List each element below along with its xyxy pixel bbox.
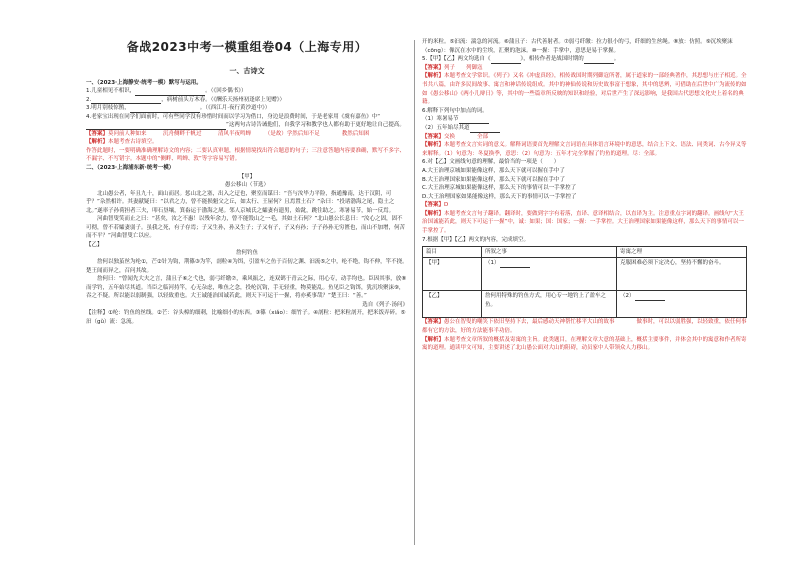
passage-jia-title: 愚公移山（节选） bbox=[224, 182, 269, 189]
analysis-1-detail: 作答此题时，一要明确准确理解诗文的内容；二要认真审题，根据情境找出符合题意的句子；三注意答题内容要准确，默写不多字、不漏字、不写错字。本题中的“侧畔、鸣蝉、敦”等字容易写错。 bbox=[86, 147, 406, 163]
question-6-1: （1）寒暑易节 bbox=[422, 115, 747, 124]
question-6-2: （2）五年始尽其道 bbox=[422, 124, 747, 133]
passage-yi-para-2: 詹何曰：“曾闻先大夫之言，蒲且子⑥之弋也，弱弓纤缴⑦，乘风振之，连双鸧于青云之际，用心专，动手均也。臣因其事，放⑧而学钓，五年始尽其道。当臣之临河持竿，心无杂虑，唯鱼之念，投纶沉钩，手无轻重，物莫能乱。鱼见臣之钩饵，犹沉埃聚沫⑨，吞之不疑。所以能以弱制强，以轻致重也。大王诚能治国诚若此，则天下可运于一握，将亦奚事哉？”楚王曰：“善。” bbox=[86, 276, 407, 300]
left-column bbox=[86, 67, 408, 326]
question-5: 5.【甲】【乙】两文均选自《 》，相传作者是战国时期的 。 bbox=[422, 56, 620, 63]
footnotes: 【注释】①纶：钓鱼的丝线。②芒：谷头樟的细刺，比喻细小的东西。③篠（xiǎo）：细竹子。④剖粒：把米粒剖开，把米饭弄碎。⑤汩（gǔ）流：急流。 bbox=[86, 310, 406, 325]
answer-blank[interactable] bbox=[156, 123, 226, 130]
passage-source: 选自《列子·汤问》 bbox=[362, 301, 408, 308]
answer-blank[interactable] bbox=[91, 97, 161, 104]
answer-blank[interactable] bbox=[130, 106, 200, 113]
answer-blank[interactable] bbox=[86, 123, 156, 130]
document-title: 备战2023中考一模重组卷04（上海专用） bbox=[126, 40, 368, 54]
answer-1: 【答案】莫问前人种如来 沉舟侧畔千帆过 清风半夜鸣蝉 （是故）学然后知不足 教然后知困 bbox=[86, 130, 370, 137]
table-header-cell: 篇目 bbox=[423, 247, 482, 258]
table-header-row bbox=[423, 247, 747, 258]
footnotes-continued: 开的米粒。⑤汩流：湍急的河流。⑥蒲且子：古代善射者。⑦弱弓纤缴：拉力很小的弓，纤细的生丝绳。⑧放：仿照。⑨沉埃聚沫（cōng）：像沉在水中的尘埃，汇聚的泡沫。⑩一握：手掌中，意思是易于掌握。 bbox=[422, 39, 733, 54]
question-1-3: 3.明月别枝惊鹊， 。（《西江月·夜行黄沙道中》） bbox=[86, 105, 271, 112]
answer-blank[interactable] bbox=[491, 57, 521, 64]
passage-yi-para-1: 詹何以独茧丝为纶①，芒②针为钩，荆篠③为竿，剖粒④为饵，引盈车之鱼于百仞之渊、汩流⑤之中，纶不绝，钩不伸，竿不挠。楚王闻而异之，召问其故。 bbox=[86, 259, 408, 274]
question-1-4: 4.老家宝出现在同学们面前时，可有些同学没有珍惜时间而以学习为借口，身边是浪费时间，于是老家用《虞有嘉鱼》中“”这两句古诗告诫他们，自我学习和教学也人都有助于更好地让自己提高。 bbox=[86, 113, 405, 129]
question-1-heading: 一、（2023·上海静安·统考一模）默写与运用。 bbox=[86, 79, 202, 86]
question-1-2: 2. ，病树前头万木春。（《酬乐天扬州初逢席上见赠》） bbox=[86, 96, 286, 103]
question-6: 6.解释下列句中加点的词。 bbox=[422, 107, 488, 114]
answer-blank[interactable] bbox=[500, 261, 530, 268]
option-d[interactable]: D.大王治理国家如果能像这样，那么天下的事情可以一手掌控了 bbox=[422, 193, 577, 200]
table-row bbox=[423, 291, 747, 318]
question-2-heading: 二、（2023·上海浦东新·统考一模） bbox=[86, 165, 175, 172]
passage-yi-title: 詹何钓鱼 bbox=[235, 250, 258, 257]
analysis-7: 【解析】本题考查文言句子翻译。翻译时，要做到字字有着落，直译、意译相结合，以直译为主。注意重点字词的翻译。画线句“大王治国诚能若此，则天下可运于一握”中，诚：如果；国：国家；一握：一手掌控。大王治理国家如果能像这样，那么天下的事情可以一手掌控了。 bbox=[422, 210, 744, 235]
passage-yi-label: 【乙】 bbox=[86, 241, 103, 248]
analysis-6: 【解析】本题考查文言实词的意义。解释词语要首先理解文言词语在具体语言环境中的意思，结合上下文、语法、同类词、古今异义等来解释。（1）句意为：冬夏换季，意思：（2）句意为：五年才完全掌握了钓鱼的道理。尽：全部。 bbox=[422, 142, 747, 157]
question-8: 7.根据【甲】【乙】两文的内容，完成填空。 bbox=[422, 236, 529, 243]
table-cell: 詹何用特殊的钓鱼方式，用心专一地钓上了盈车之鱼。 bbox=[482, 291, 617, 318]
table-header-cell: 寄寓之理 bbox=[617, 247, 747, 258]
answer-blank[interactable] bbox=[459, 117, 489, 124]
passage-jia-label: 【甲】 bbox=[238, 173, 256, 180]
answer-8: 【答案】愚公在智叟的嘲笑下依旧坚持下去，最后感动天神帮忙移平大山的故事 做事时，可以以弱胜强，以轻致重，依任何事都有它的方法，好的方法能事半功倍。 bbox=[422, 319, 747, 335]
passage-jia-para-1: 北山愚公者，年且九十，面山而居。惩山北之塞，出入之迂也，聚室而谋曰：“吾与汝毕力平险，指通豫南，达于汉阴，可乎？”杂然相许。其妻献疑曰：“以君之力，曾不能损魁父之丘，如太行、王屋何？且焉置土石？”杂曰：“投诸渤海之尾，隐土之北。”遂率子孙荷担者三夫，叩石垦壤，箕畚运于渤海之尾。邻人京城氏之孀妻有遗男，始龀，跳往助之。寒暑易节，始一反焉。 bbox=[86, 190, 395, 214]
table-cell: 【甲】 bbox=[423, 258, 482, 291]
question-7: 6.对【乙】文画线句意的理解，最恰当的一项是（ ） bbox=[422, 159, 560, 166]
right-column bbox=[422, 38, 747, 353]
answer-6: 【答案】交换 全部 bbox=[422, 133, 489, 140]
analysis-8: 【解析】本题考查文章所叙的概括及寄寓的主旨。此类题目，在理解文章大意的基础上，概括主要事件，并体会其中的寓意和作者所寄寓的道理。通读甲文可知，主要讲述了北山愚公面对大山的阻碍，动员家中人带领众人力移山。 bbox=[422, 336, 747, 352]
table-header-cell: 所叙之事 bbox=[482, 247, 617, 258]
passage-jia-para-2: 河曲智叟笑而止之曰：“甚矣，汝之不惠！以残年余力，曾不能毁山之一毛，其如土石何？”北山愚公长息曰：“汝心之固，固不可彻，曾不若孀妻弱子。虽我之死，有子存焉；子又生孙，孙又生子；子又有子，子又有孙；子子孙孙无穷匮也，而山不加增，何苦而不平？”河曲智叟亡以应。 bbox=[86, 216, 406, 240]
table-row bbox=[423, 258, 747, 291]
analysis-1: 【解析】本题考查古诗填空。 bbox=[86, 139, 158, 146]
table-cell: 【乙】 bbox=[423, 291, 482, 318]
fill-in-table bbox=[422, 246, 747, 318]
question-1-1: 1.儿童相见不相识， 。（《回乡偶书》） bbox=[86, 88, 247, 95]
section-heading: 一、古诗文 bbox=[229, 67, 265, 75]
option-a[interactable]: A.大王治理京城如果能像这样，那么天下就可以握在手中了 bbox=[422, 167, 565, 174]
column-divider bbox=[414, 40, 415, 545]
table-cell[interactable]: （1） bbox=[482, 258, 617, 291]
answer-7: 【答案】D bbox=[422, 202, 449, 209]
analysis-5: 【解析】本题考查文学常识。《列子》又名《冲虚真经》，相传战国时期列御寇所著，属于道家的一部经典著作，其思想与庄子相近。全书共八篇，由许多民间故事、寓言和神话传说组成。其中的神仙传说和历史故事富于想象，其中的思辨，可借助在后世中广为流传的如如《愚公移山》《两小儿辩日》等，其中的一些篇章所反映的知识和经验，对后世产生了深远影响，是我国古代思想文化史上着名的典籍。 bbox=[422, 73, 747, 106]
option-b[interactable]: B.大王治理国家如果能像这样，那么天下就可以握在手中了 bbox=[422, 176, 566, 183]
table-cell[interactable]: （2） bbox=[617, 291, 747, 318]
table-cell: 克服困难必须下定决心，坚持不懈的奋斗。 bbox=[617, 258, 747, 291]
answer-blank[interactable] bbox=[635, 294, 665, 301]
answer-blank[interactable] bbox=[470, 126, 500, 133]
option-c[interactable]: C.大王治理京城如果能像这样，那么天下的事情可以一手掌控了 bbox=[422, 185, 577, 192]
answer-5: 【答案】列子 列御寇 bbox=[422, 64, 483, 71]
answer-blank[interactable] bbox=[135, 89, 205, 96]
answer-blank[interactable] bbox=[584, 57, 614, 64]
